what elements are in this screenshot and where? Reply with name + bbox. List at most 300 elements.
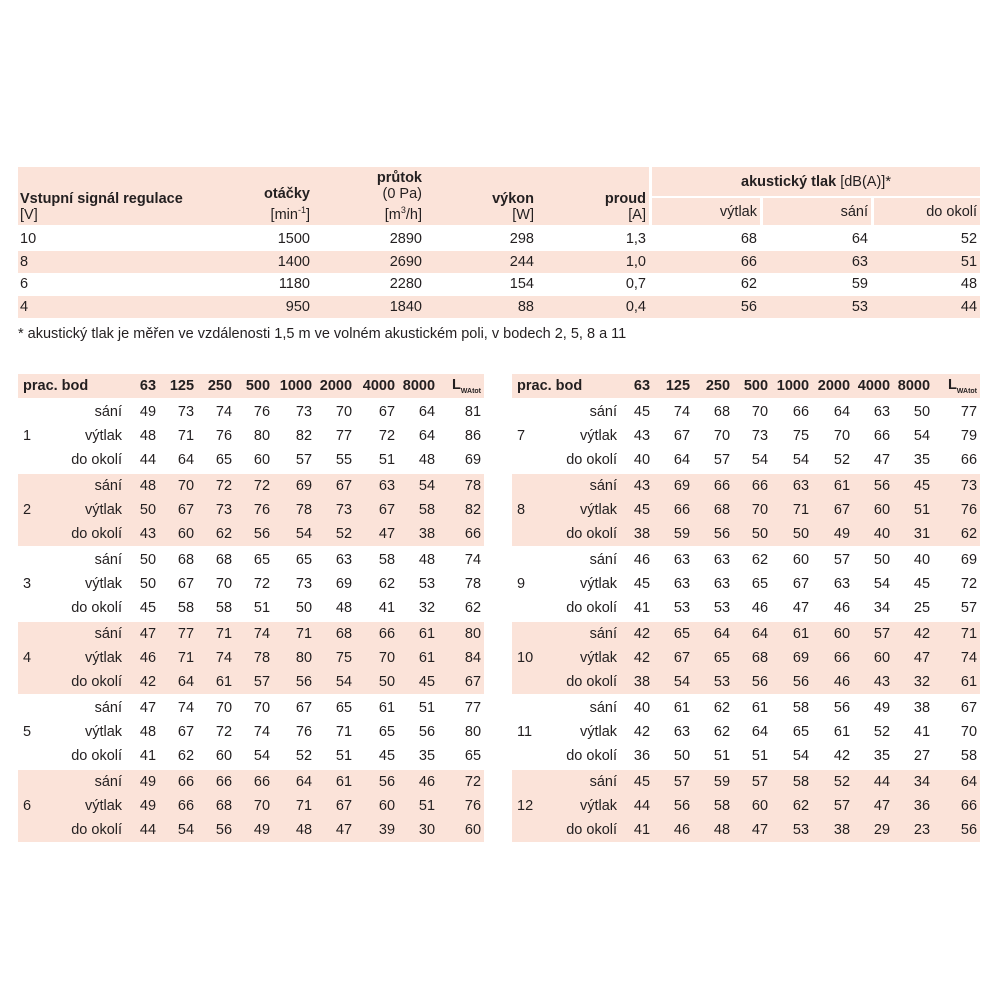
noise-value: 74 bbox=[653, 398, 693, 424]
noise-value: 47 bbox=[913, 650, 931, 666]
header-frequency: 4000 bbox=[362, 378, 396, 394]
noise-value: 38 bbox=[633, 674, 651, 690]
header-frequency: 1000 bbox=[279, 378, 313, 394]
noise-value: 65 bbox=[751, 576, 769, 592]
noise-value: 77 bbox=[438, 694, 484, 720]
noise-row bbox=[18, 572, 484, 596]
noise-value: 77 bbox=[335, 428, 353, 444]
noise-value: 60 bbox=[378, 798, 396, 814]
flow-title: průtok bbox=[376, 170, 422, 187]
noise-row bbox=[512, 620, 980, 646]
noise-value: 65 bbox=[464, 748, 482, 764]
cell: 6 bbox=[20, 276, 29, 293]
noise-value: 74 bbox=[438, 546, 484, 572]
noise-row bbox=[512, 744, 980, 768]
noise-row bbox=[18, 596, 484, 620]
input-signal-title: Vstupní signál regulace bbox=[20, 191, 183, 207]
cell: 1,0 bbox=[625, 253, 646, 270]
noise-value: 47 bbox=[335, 822, 353, 838]
noise-value: 47 bbox=[125, 620, 159, 646]
cell: 66 bbox=[740, 253, 757, 270]
noise-value: 49 bbox=[853, 694, 893, 720]
noise-value: 51 bbox=[751, 748, 769, 764]
noise-value: 68 bbox=[693, 398, 733, 424]
noise-value: 32 bbox=[418, 600, 436, 616]
work-point-number: 6 bbox=[18, 768, 48, 842]
cell: 244 bbox=[509, 253, 534, 270]
noise-value: 80 bbox=[438, 620, 484, 646]
acoustic-sub-suction: sání bbox=[760, 196, 871, 225]
noise-value: 77 bbox=[159, 620, 197, 646]
noise-value: 67 bbox=[273, 694, 315, 720]
noise-table-left-body bbox=[18, 374, 484, 842]
noise-value: 57 bbox=[653, 768, 693, 794]
cell: 51 bbox=[960, 253, 978, 270]
noise-value: 74 bbox=[197, 398, 235, 424]
noise-value: 69 bbox=[273, 472, 315, 498]
noise-row bbox=[512, 498, 980, 522]
cell: 1400 bbox=[277, 253, 310, 270]
noise-value: 66 bbox=[733, 472, 771, 498]
noise-value: 67 bbox=[673, 650, 691, 666]
noise-value: 57 bbox=[960, 600, 978, 616]
noise-value: 47 bbox=[125, 694, 159, 720]
work-point-number: 8 bbox=[512, 472, 542, 546]
noise-value: 62 bbox=[177, 748, 195, 764]
noise-value: 60 bbox=[464, 822, 482, 838]
noise-value: 58 bbox=[355, 546, 398, 572]
noise-value: 51 bbox=[913, 502, 931, 518]
row-label: sání bbox=[48, 768, 125, 794]
noise-value: 52 bbox=[812, 768, 853, 794]
noise-value: 53 bbox=[713, 600, 731, 616]
work-point-number: 7 bbox=[512, 398, 542, 472]
rpm-unit: $[\min^{-1}]$ bbox=[270, 205, 310, 223]
cell: 298 bbox=[425, 225, 537, 251]
noise-value: 42 bbox=[139, 674, 157, 690]
noise-value: 57 bbox=[253, 674, 271, 690]
cell: 2690 bbox=[389, 253, 422, 270]
noise-value: 76 bbox=[295, 724, 313, 740]
noise-value: 48 bbox=[398, 546, 438, 572]
noise-value: 44 bbox=[139, 452, 157, 468]
performance-header-row bbox=[18, 167, 980, 196]
noise-value: 56 bbox=[792, 674, 810, 690]
row-label: do okolí bbox=[71, 452, 123, 468]
noise-value: 36 bbox=[633, 748, 651, 764]
noise-value: 47 bbox=[792, 600, 810, 616]
noise-value: 46 bbox=[833, 600, 851, 616]
noise-value: 35 bbox=[913, 452, 931, 468]
noise-value: 51 bbox=[713, 748, 731, 764]
noise-value: 78 bbox=[295, 502, 313, 518]
noise-value: 49 bbox=[253, 822, 271, 838]
noise-value: 65 bbox=[713, 650, 731, 666]
noise-value: 66 bbox=[159, 768, 197, 794]
cell: 62 bbox=[740, 276, 757, 293]
noise-value: 57 bbox=[812, 546, 853, 572]
noise-value: 71 bbox=[177, 650, 195, 666]
noise-value: 30 bbox=[418, 822, 436, 838]
noise-value: 75 bbox=[335, 650, 353, 666]
noise-value: 45 bbox=[893, 472, 933, 498]
noise-value: 40 bbox=[633, 452, 651, 468]
noise-value: 76 bbox=[960, 502, 978, 518]
noise-value: 67 bbox=[933, 694, 980, 720]
row-label: výtlak bbox=[579, 428, 618, 444]
noise-value: 80 bbox=[295, 650, 313, 666]
noise-value: 60 bbox=[873, 650, 891, 666]
noise-value: 71 bbox=[792, 502, 810, 518]
noise-value: 54 bbox=[673, 674, 691, 690]
header-frequency: 1000 bbox=[776, 378, 810, 394]
flow-pressure: (0 Pa) bbox=[382, 186, 422, 203]
cell: 0,7 bbox=[625, 276, 646, 293]
noise-value: 59 bbox=[693, 768, 733, 794]
noise-value: 54 bbox=[335, 674, 353, 690]
header-frequency: 2000 bbox=[817, 378, 851, 394]
noise-value: 56 bbox=[673, 798, 691, 814]
noise-value: 73 bbox=[295, 576, 313, 592]
noise-value: 66 bbox=[464, 526, 482, 542]
noise-value: 65 bbox=[315, 694, 355, 720]
noise-value: 61 bbox=[315, 768, 355, 794]
noise-row bbox=[512, 646, 980, 670]
noise-value: 69 bbox=[335, 576, 353, 592]
noise-value: 59 bbox=[673, 526, 691, 542]
noise-row bbox=[18, 694, 484, 720]
noise-value: 65 bbox=[273, 546, 315, 572]
noise-value: 42 bbox=[633, 650, 651, 666]
noise-value: 42 bbox=[893, 620, 933, 646]
header-current bbox=[537, 167, 649, 225]
noise-value: 41 bbox=[378, 600, 396, 616]
noise-value: 42 bbox=[833, 748, 851, 764]
acoustic-title: akustický tlak bbox=[741, 173, 837, 190]
noise-value: 58 bbox=[960, 748, 978, 764]
noise-value: 64 bbox=[733, 620, 771, 646]
noise-row bbox=[18, 620, 484, 646]
noise-value: 66 bbox=[355, 620, 398, 646]
noise-value: 36 bbox=[913, 798, 931, 814]
noise-value: 41 bbox=[633, 822, 651, 838]
noise-value: 63 bbox=[771, 472, 812, 498]
noise-value: 70 bbox=[215, 576, 233, 592]
noise-value: 43 bbox=[139, 526, 157, 542]
cell: 63 bbox=[851, 253, 868, 270]
row-label: do okolí bbox=[566, 748, 618, 764]
rpm-title: otáčky bbox=[264, 186, 310, 203]
noise-value: 35 bbox=[418, 748, 436, 764]
noise-value: 56 bbox=[960, 822, 978, 838]
cell: 2890 bbox=[313, 225, 425, 251]
noise-value: 71 bbox=[335, 724, 353, 740]
noise-value: 65 bbox=[215, 452, 233, 468]
row-label: sání bbox=[542, 694, 620, 720]
noise-value: 70 bbox=[733, 398, 771, 424]
noise-value: 66 bbox=[197, 768, 235, 794]
cell: 52 bbox=[871, 225, 980, 251]
work-point-number: 3 bbox=[18, 546, 48, 620]
noise-value: 70 bbox=[960, 724, 978, 740]
noise-row bbox=[512, 472, 980, 498]
noise-value: 62 bbox=[713, 724, 731, 740]
noise-row bbox=[512, 794, 980, 818]
work-point-number: 4 bbox=[18, 620, 48, 694]
noise-value: 51 bbox=[398, 694, 438, 720]
noise-value: 74 bbox=[253, 724, 271, 740]
work-point-number: 5 bbox=[18, 694, 48, 768]
work-point-number: 11 bbox=[512, 694, 542, 768]
noise-value: 45 bbox=[633, 576, 651, 592]
header-lw-total: $L_{WAtot}$ bbox=[947, 377, 978, 395]
cell: 1180 bbox=[278, 276, 310, 293]
noise-value: 66 bbox=[673, 502, 691, 518]
noise-value: 67 bbox=[335, 798, 353, 814]
noise-value: 25 bbox=[913, 600, 931, 616]
noise-value: 73 bbox=[273, 398, 315, 424]
row-label: do okolí bbox=[71, 822, 123, 838]
cell: 2280 bbox=[389, 276, 422, 293]
header-frequency: 2000 bbox=[319, 378, 353, 394]
noise-value: 58 bbox=[177, 600, 195, 616]
noise-value: 56 bbox=[853, 472, 893, 498]
noise-value: 70 bbox=[235, 694, 273, 720]
header-frequency: 250 bbox=[705, 378, 731, 394]
noise-value: 49 bbox=[833, 526, 851, 542]
work-point-number: 9 bbox=[512, 546, 542, 620]
noise-table-right-body bbox=[512, 374, 980, 842]
work-point-number: 10 bbox=[512, 620, 542, 694]
row-label: do okolí bbox=[566, 526, 618, 542]
noise-value: 72 bbox=[960, 576, 978, 592]
noise-value: 79 bbox=[960, 428, 978, 444]
noise-value: 48 bbox=[295, 822, 313, 838]
noise-value: 67 bbox=[673, 428, 691, 444]
noise-value: 41 bbox=[633, 600, 651, 616]
row-label: sání bbox=[48, 694, 125, 720]
cell: 44 bbox=[960, 298, 978, 315]
cell: 48 bbox=[960, 276, 978, 293]
header-frequency: 63 bbox=[633, 378, 651, 394]
noise-value: 55 bbox=[335, 452, 353, 468]
power-unit: [W] bbox=[512, 207, 534, 223]
noise-value: 45 bbox=[913, 576, 931, 592]
noise-value: 65 bbox=[653, 620, 693, 646]
noise-value: 69 bbox=[792, 650, 810, 666]
noise-value: 58 bbox=[771, 768, 812, 794]
noise-value: 54 bbox=[398, 472, 438, 498]
acoustic-sub-discharge: výtlak bbox=[649, 196, 760, 225]
header-work-point: prac. bod bbox=[517, 378, 583, 394]
noise-value: 72 bbox=[215, 724, 233, 740]
row-label: výtlak bbox=[84, 502, 123, 518]
noise-value: 29 bbox=[873, 822, 891, 838]
noise-value: 54 bbox=[792, 452, 810, 468]
noise-value: 53 bbox=[418, 576, 436, 592]
noise-value: 45 bbox=[620, 768, 653, 794]
row-label: do okolí bbox=[71, 526, 123, 542]
noise-value: 68 bbox=[159, 546, 197, 572]
noise-value: 67 bbox=[177, 502, 195, 518]
noise-value: 63 bbox=[833, 576, 851, 592]
noise-value: 49 bbox=[125, 768, 159, 794]
noise-row bbox=[512, 768, 980, 794]
row-label: výtlak bbox=[579, 724, 618, 740]
noise-value: 50 bbox=[792, 526, 810, 542]
noise-value: 56 bbox=[215, 822, 233, 838]
row-label: do okolí bbox=[566, 600, 618, 616]
noise-row bbox=[18, 818, 484, 842]
noise-value: 38 bbox=[893, 694, 933, 720]
noise-value: 60 bbox=[771, 546, 812, 572]
noise-value: 65 bbox=[378, 724, 396, 740]
noise-value: 48 bbox=[418, 452, 436, 468]
noise-value: 61 bbox=[812, 472, 853, 498]
noise-value: 53 bbox=[713, 674, 731, 690]
noise-value: 56 bbox=[812, 694, 853, 720]
noise-value: 46 bbox=[398, 768, 438, 794]
noise-value: 67 bbox=[833, 502, 851, 518]
noise-value: 78 bbox=[464, 576, 482, 592]
row-label: výtlak bbox=[84, 576, 123, 592]
noise-value: 68 bbox=[713, 502, 731, 518]
noise-value: 63 bbox=[673, 576, 691, 592]
cell: 10 bbox=[18, 225, 201, 251]
noise-value: 66 bbox=[693, 472, 733, 498]
header-lw-total: $L_{WAtot}$ bbox=[451, 377, 482, 395]
noise-value: 53 bbox=[792, 822, 810, 838]
row-label: výtlak bbox=[84, 650, 123, 666]
noise-value: 57 bbox=[713, 452, 731, 468]
noise-value: 23 bbox=[913, 822, 931, 838]
noise-value: 67 bbox=[315, 472, 355, 498]
header-frequency: 250 bbox=[207, 378, 233, 394]
noise-row bbox=[18, 472, 484, 498]
noise-value: 81 bbox=[438, 398, 484, 424]
performance-table bbox=[18, 167, 980, 318]
noise-value: 48 bbox=[713, 822, 731, 838]
row-label: výtlak bbox=[84, 798, 123, 814]
cell: 1,3 bbox=[537, 225, 649, 251]
noise-value: 50 bbox=[893, 398, 933, 424]
noise-value: 67 bbox=[177, 724, 195, 740]
noise-value: 60 bbox=[812, 620, 853, 646]
noise-value: 41 bbox=[139, 748, 157, 764]
noise-value: 73 bbox=[159, 398, 197, 424]
noise-value: 75 bbox=[792, 428, 810, 444]
noise-value: 49 bbox=[139, 798, 157, 814]
noise-value: 46 bbox=[673, 822, 691, 838]
noise-value: 46 bbox=[751, 600, 769, 616]
noise-value: 64 bbox=[812, 398, 853, 424]
noise-row bbox=[18, 744, 484, 768]
row-label: výtlak bbox=[579, 650, 618, 666]
noise-value: 66 bbox=[960, 452, 978, 468]
noise-value: 69 bbox=[933, 546, 980, 572]
row-label: sání bbox=[48, 472, 125, 498]
noise-value: 58 bbox=[215, 600, 233, 616]
noise-row bbox=[512, 694, 980, 720]
noise-value: 74 bbox=[235, 620, 273, 646]
noise-value: 38 bbox=[633, 526, 651, 542]
noise-row bbox=[18, 768, 484, 794]
work-point-number: 2 bbox=[18, 472, 48, 546]
noise-value: 70 bbox=[833, 428, 851, 444]
input-signal-unit: [V] bbox=[20, 207, 38, 223]
header-frequency: 500 bbox=[245, 378, 271, 394]
noise-value: 50 bbox=[125, 546, 159, 572]
noise-row bbox=[18, 448, 484, 472]
noise-row bbox=[512, 670, 980, 694]
row-label: sání bbox=[48, 546, 125, 572]
noise-value: 61 bbox=[653, 694, 693, 720]
noise-row bbox=[512, 448, 980, 472]
noise-value: 50 bbox=[853, 546, 893, 572]
noise-value: 50 bbox=[295, 600, 313, 616]
cell: 88 bbox=[517, 298, 534, 315]
noise-value: 78 bbox=[438, 472, 484, 498]
noise-value: 66 bbox=[960, 798, 978, 814]
noise-value: 67 bbox=[792, 576, 810, 592]
cell: 56 bbox=[740, 298, 757, 315]
noise-value: 44 bbox=[853, 768, 893, 794]
noise-value: 61 bbox=[355, 694, 398, 720]
row-label: do okolí bbox=[566, 452, 618, 468]
header-frequency: 4000 bbox=[857, 378, 891, 394]
noise-value: 73 bbox=[215, 502, 233, 518]
noise-value: 56 bbox=[295, 674, 313, 690]
noise-value: 43 bbox=[873, 674, 891, 690]
noise-value: 62 bbox=[792, 798, 810, 814]
row-label: sání bbox=[542, 398, 620, 424]
noise-value: 66 bbox=[873, 428, 891, 444]
noise-value: 43 bbox=[633, 428, 651, 444]
cell: 950 bbox=[285, 298, 310, 315]
noise-value: 61 bbox=[733, 694, 771, 720]
noise-value: 76 bbox=[464, 798, 482, 814]
noise-value: 66 bbox=[833, 650, 851, 666]
noise-value: 56 bbox=[253, 526, 271, 542]
noise-value: 40 bbox=[620, 694, 653, 720]
noise-value: 72 bbox=[197, 472, 235, 498]
work-point-number: 1 bbox=[18, 398, 48, 472]
noise-value: 60 bbox=[215, 748, 233, 764]
noise-value: 68 bbox=[751, 650, 769, 666]
row-label: do okolí bbox=[71, 600, 123, 616]
cell: 1840 bbox=[389, 298, 422, 315]
row-label: do okolí bbox=[71, 748, 123, 764]
noise-value: 70 bbox=[751, 502, 769, 518]
noise-value: 51 bbox=[335, 748, 353, 764]
noise-value: 50 bbox=[673, 748, 691, 764]
noise-value: 61 bbox=[398, 620, 438, 646]
noise-value: 67 bbox=[355, 398, 398, 424]
noise-value: 64 bbox=[933, 768, 980, 794]
noise-value: 57 bbox=[733, 768, 771, 794]
noise-value: 31 bbox=[913, 526, 931, 542]
noise-value: 66 bbox=[771, 398, 812, 424]
noise-row bbox=[18, 720, 484, 744]
noise-value: 68 bbox=[315, 620, 355, 646]
noise-value: 65 bbox=[235, 546, 273, 572]
cell: 8 bbox=[20, 253, 29, 270]
performance-row bbox=[18, 296, 980, 319]
cell: 1500 bbox=[201, 225, 313, 251]
noise-value: 54 bbox=[253, 748, 271, 764]
noise-row bbox=[512, 546, 980, 572]
noise-row bbox=[512, 720, 980, 744]
